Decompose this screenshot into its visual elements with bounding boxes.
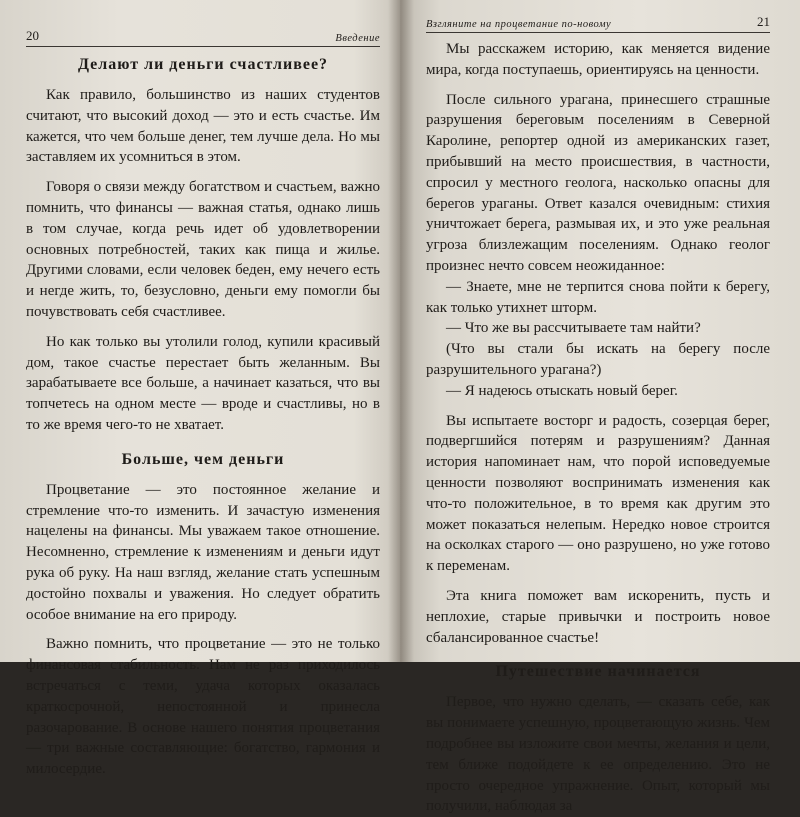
paragraph: Эта книга поможет вам искоренить, пусть и неплохие, старые привычки и построить новое сбалансированное счастье!	[426, 587, 770, 646]
left-page	[0, 0, 402, 778]
paragraph: Мы расскажем историю, как меняется видение мира, когда поступаешь, ориентируясь на ценности.	[426, 41, 770, 78]
dialogue-line: — Знаете, мне не терпится снова пойти к берегу, как только утихнет шторм.	[426, 278, 770, 316]
section-heading-journey-begins: Путешествие начинается	[495, 663, 701, 681]
right-page-header	[426, 14, 770, 33]
paragraph: После сильного урагана, принесшего страшные разрушения береговым поселениям в Северной Каролине, репортер одной из американских газет, прибывший на место происшествия, в частности, спросил у местного геолога, насколько опасны для берегов ураганы. Ответ казался очевидным: стихия уничтожает берега, размывая их, и это уже реальная угроза близлежащим поселениям. Однако геолог произнес нечто совсем неожиданное:	[426, 91, 770, 274]
left-page-header	[26, 28, 380, 47]
section-heading-more-than-money: Больше, чем деньги	[121, 450, 285, 468]
paragraph: Но как только вы утолили голод, купили красивый дом, такое счастье перестает быть желанным. Вы зарабатываете все больше, а начинает казаться, что вы топчетесь на одном месте — вроде и счастливы, но в то же время чего-то не хватает.	[26, 333, 380, 433]
right-running-head: Взгляните на процветание по-новому	[426, 19, 612, 30]
right-page	[400, 0, 800, 815]
paragraph: Процветание — это постоянное желание и стремление что-то изменить. И зачастую изменения нацелены на финансы. Мы уважаем такое отношение. Несомненно, стремление к изменениям и деньги идут рука об руку. На наш взгляд, желание стать успешным достойно похвалы и уважения. Но следует обратить особое внимание на его природу.	[26, 481, 380, 623]
paragraph: Важно помнить, что процветание — это не только финансовая стабильность. Нам не раз приходилось встречаться с теми, удача которых оказалась краткосрочной, непостоянной и принесла разочарование. В основе нашего понятия процветания — три важные составляющие: богатство, гармония и милосердие.	[26, 636, 380, 778]
left-running-head: Введение	[335, 33, 380, 44]
paragraph: Первое, что нужно сделать, — сказать себе, как вы понимаете успешную, процветающую жизнь. Чем подробнее вы изложите свои мечты, желания и цели, тем ближе подойдете к ее определению. Это не просто очередное упражнение. Опыт, который мы получили, наблюдая за	[426, 694, 770, 815]
right-page-number: 21	[757, 14, 770, 29]
dialogue-line: — Что же вы рассчитываете там найти?	[446, 320, 701, 337]
section-heading-money-happiness: Делают ли деньги счастливее?	[77, 56, 329, 73]
paragraph: Как правило, большинство из наших студентов считают, что высокий доход — это и есть счастье. Им кажется, что чем больше денег, тем лучше дела. Но мы заставляем их усомниться в этом.	[26, 87, 380, 166]
dialogue-line: — Я надеюсь отыскать новый берег.	[446, 382, 678, 399]
left-page-number: 20	[26, 28, 39, 43]
paragraph: Говоря о связи между богатством и счастьем, важно помнить, что финансы — важная статья, однако лишь в том случае, когда речь идет об удовлетворении основных потребностей, таких как пища и жилье. Другими словами, если человек беден, ему нечего есть и негде жить, то, безусловно, деньги ему помогли бы почувствовать себя счастливее.	[26, 179, 380, 320]
dialogue-line: (Что вы стали бы искать на берегу после разрушительного урагана?)	[426, 341, 770, 378]
paragraph: Вы испытаете восторг и радость, созерцая берег, подвергшийся потерям и разрушениям? Данная история напоминает нам, что порой исповедуемые ценности позволяют воспринимать изменения как что-то положительное, в то время как другим это может показаться нелепым. Нередко новое строится на осколках старого — оно разрушено, но уже готово к переменам.	[426, 412, 770, 575]
